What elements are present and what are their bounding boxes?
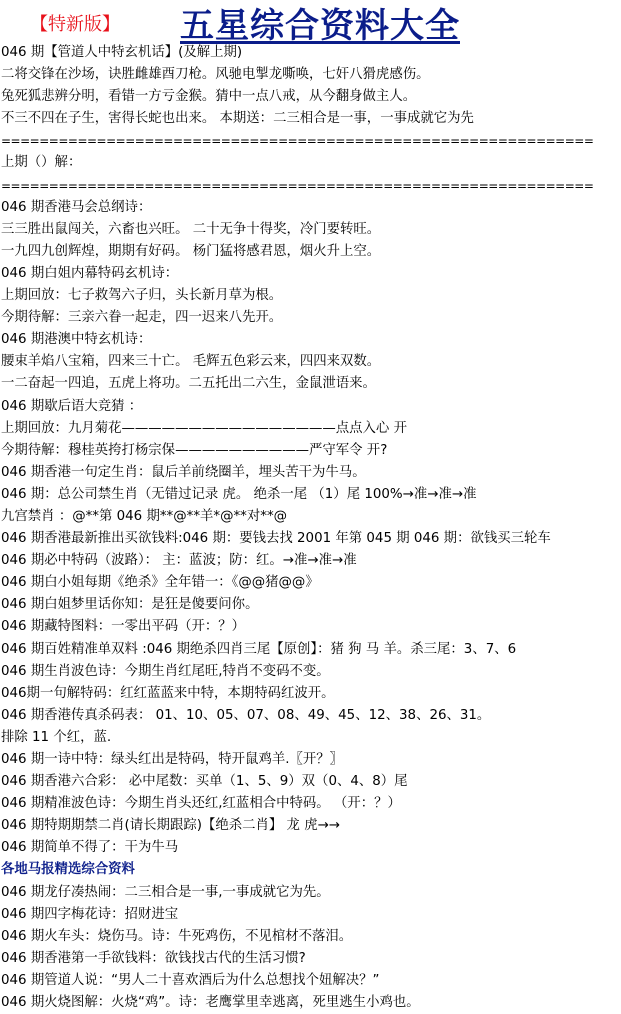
text-line: 今期待解：穆桂英挎打杨宗保——————————严守军令 开? xyxy=(1,442,388,458)
text-line: 不三不四在子生，害得长蛇也出来。 本期送：二三相合是一事，一事成就它为先 xyxy=(1,111,474,127)
text-line: 046 期火烧图解：火烧“鸡”。诗：老鹰掌里幸逃离，死里逃生小鸡也。 xyxy=(1,995,420,1011)
text-line: 二将交锋在沙场，诀胜雌雄酉刀枪。风驰电掣龙嘶唤，七奸八猾虎感伤。 xyxy=(1,67,430,83)
text-line: 046 期一诗中特：绿头红出是特码，特开鼠鸡羊.〖开？〗 xyxy=(1,752,344,767)
text-line: 上期（）解： xyxy=(1,155,82,171)
text-line: 046 期火车头：烧伤马。诗：牛死鸡伤，不见棺材不落泪。 xyxy=(1,928,353,944)
text-line: 三三胜出鼠闯关，六畜也兴旺。 二十无争十得奖，冷门要转旺。 xyxy=(1,221,381,237)
text-line: 046 期香港第一手欲钱料：欲钱找古代的生活习惯? xyxy=(1,950,306,966)
text-line: 046 期必中特码（波路）： 主：蓝波；防：红。→准→准→准 xyxy=(1,553,357,569)
text-line: 046 期香港马会总纲诗： xyxy=(1,199,152,215)
divider-line: ============================================================== xyxy=(1,178,594,193)
text-line: 046 期香港最新推出买欲钱料:046 期：要钱去找 2001 年第 045 期 046 期：欲钱买三轮车 xyxy=(1,531,551,547)
text-line: 046 期生肖波色诗：今期生肖红尾旺,特肖不变码不变。 xyxy=(1,663,330,679)
text-line: 上期回放：九月菊花————————————————点点入心 开 xyxy=(1,420,407,436)
text-line: 排除 11 个红，蓝. xyxy=(1,729,112,745)
text-line: 046 期精准波色诗：今期生肖头还红,红蓝相合中特码。 （开：？） xyxy=(1,796,401,812)
text-line: 046 期龙仔凑热闹：二三相合是一事,一事成就它为先。 xyxy=(1,884,330,900)
text-line: 腰束羊焰八宝箱，四来三十亡。 毛辉五色彩云来，四四来双数。 xyxy=(1,354,381,370)
text-line: 一九四九创辉煌，期期有好码。 杨门猛将感君恩，烟火升上空。 xyxy=(1,243,381,259)
text-line: 上期回放：七子救驾六子归，头长新月草为根。 xyxy=(1,288,283,304)
text-line: 046 期简单不得了：干为牛马 xyxy=(1,840,179,856)
text-line: 046 期百姓精准单双料 :046 期绝杀四肖三尾【原创】：猪 狗 马 羊。杀三尾：3、7、6 xyxy=(1,641,517,657)
text-line: 046 期：总公司禁生肖（无错过记录 虎。 绝杀一尾 （1）尾 100%→准→准→准 xyxy=(1,486,477,502)
text-line: 046 期香港一句定生肖：鼠后羊前绕圈羊，埋头苦干为牛马。 xyxy=(1,464,366,480)
text-line: 046 期香港传真杀码表： 01、10、05、07、08、49、45、12、38、26、31。 xyxy=(1,707,491,723)
text-line: 一二奋起一四追，五虎上将功。二五托出二六生，金鼠泄语来。 xyxy=(1,376,376,392)
text-line: 046 期白小姐每期《绝杀》全年错一：《@@猪@@》 xyxy=(1,575,319,591)
text-line: 046 期歇后语大竞猜 ： xyxy=(1,398,143,414)
document-body xyxy=(0,42,621,1014)
text-line: 046 期白姐内幕特码玄机诗： xyxy=(1,265,179,281)
text-line: 九宫禁肖 ：@**第 046 期**@**羊*@**对**@ xyxy=(1,508,288,524)
text-line: 兔死狐悲辨分明，看错一方亏金猴。猜中一点八戒，从今翻身做主人。 xyxy=(1,89,417,105)
text-line: 046期一句解特码：红红蓝蓝来中特，本期特码红波开。 xyxy=(1,685,335,701)
text-line: 046 期【管道人中特玄机话】(及解上期) xyxy=(1,45,243,60)
text-line: 046 期藏特图料：一零出平码（开：？） xyxy=(1,619,246,635)
text-line: 046 期四字梅花诗：招财进宝 xyxy=(1,906,179,922)
divider-line: ============================================================== xyxy=(1,134,594,149)
text-line: 046 期管道人说：“男人二十喜欢酒后为什么总想找个妞解决？” xyxy=(1,972,380,988)
page-title: 五星综合资料大全 xyxy=(180,6,460,46)
edition-badge: 【特新版】 xyxy=(30,14,120,35)
text-line: 046 期港澳中特玄机诗： xyxy=(1,332,152,348)
section-heading: 各地马报精选综合资料 xyxy=(1,862,135,878)
text-line: 今期待解：三亲六眷一起走，四一迟来八先开。 xyxy=(1,310,283,326)
header xyxy=(0,0,621,46)
text-line: 046 期特期期禁二肖(请长期跟踪)【绝杀二肖】 龙 虎→→ xyxy=(1,818,341,834)
text-line: 046 期白姐梦里话你知：是狂是傻要问你。 xyxy=(1,597,259,613)
text-line: 046 期香港六合彩： 必中尾数：买单（1、5、9）双（0、4、8）尾 xyxy=(1,774,408,790)
